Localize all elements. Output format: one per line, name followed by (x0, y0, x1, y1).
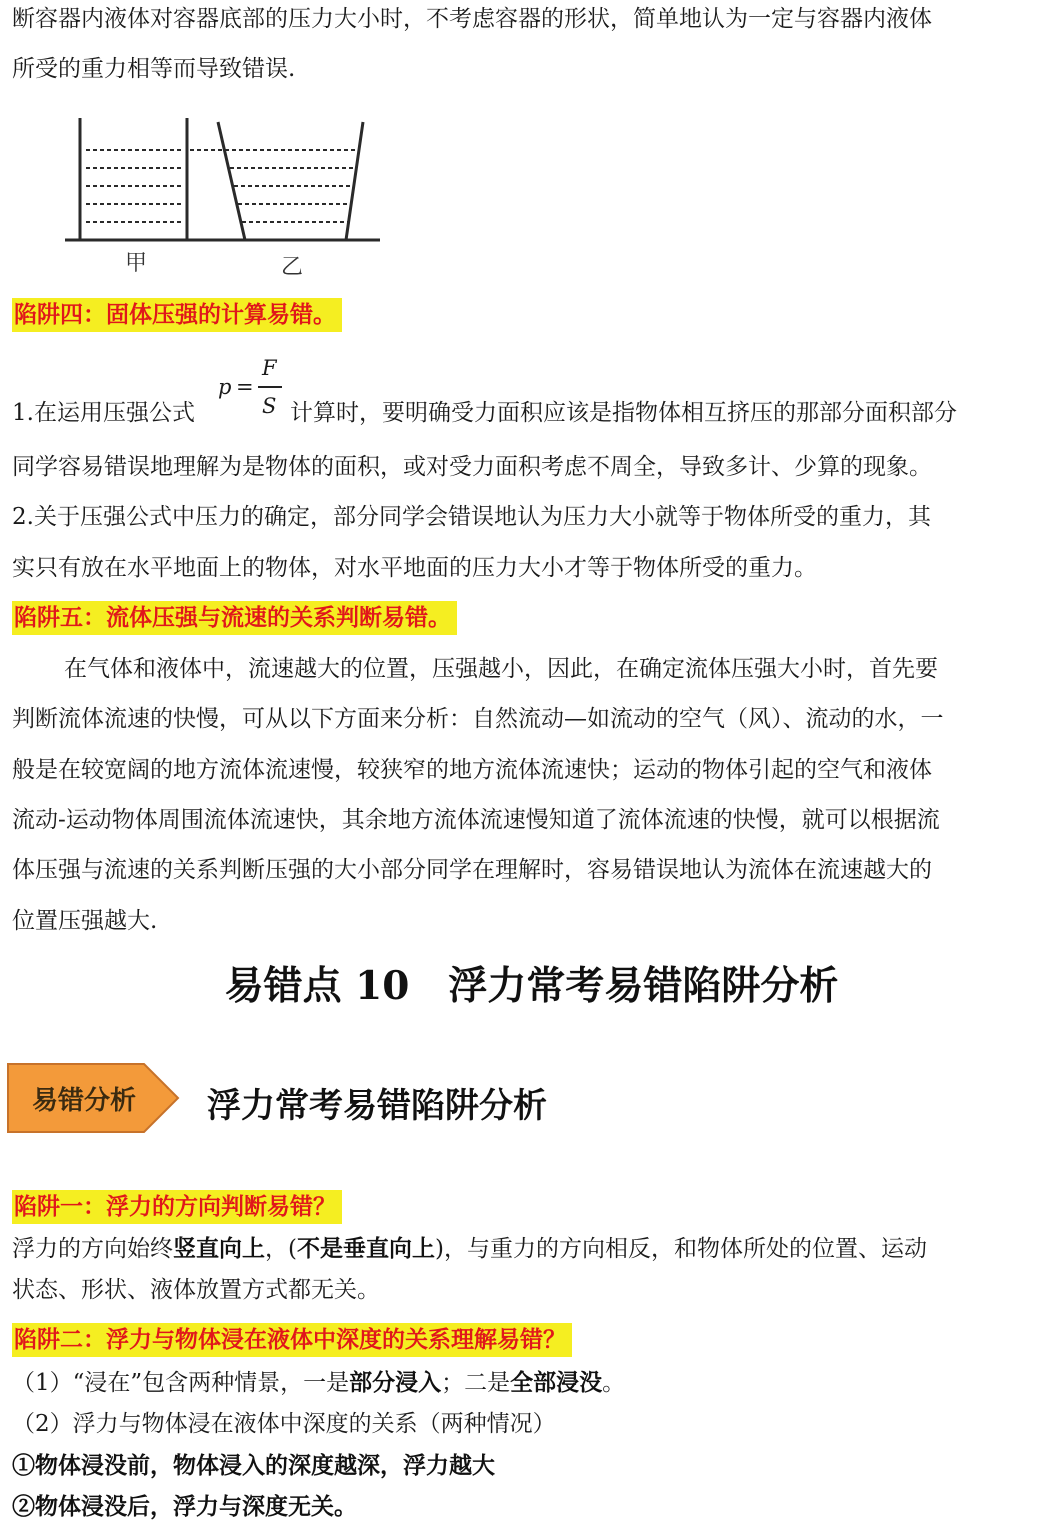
trap2-l1-e: 。 (602, 1370, 626, 1396)
intro-line-1: 断容器内液体对容器底部的压力大小时，不考虑容器的形状，简单地认为一定与容器内液体 (12, 6, 932, 32)
trap2-l1-d: 全部浸没 (510, 1369, 603, 1396)
trap4-p2-b: 实只有放在水平地面上的物体，对水平地面的压力大小才等于物体所受的重力。 (12, 555, 817, 581)
trap5-line-3: 般是在较宽阔的地方流体流速慢，较狭窄的地方流体流速快；运动的物体引起的空气和液体 (12, 757, 932, 783)
trap1-l1-d: 不是垂直向上 (296, 1235, 435, 1262)
formula-numerator: F (262, 356, 277, 380)
formula-lhs: p (218, 375, 232, 399)
trap5-line-6: 位置压强越大. (12, 908, 158, 934)
formula-denominator: S (262, 394, 277, 418)
trap4-p1-a: 1.在运用压强公式 (12, 400, 195, 426)
trap2-line-2: （2）浮力与物体浸在液体中深度的关系（两种情况） (12, 1411, 556, 1437)
trap5-line-1: 在气体和液体中，流速越大的位置，压强越小，因此，在确定流体压强大小时，首先要 (64, 656, 938, 682)
trap4-heading-line (12, 300, 342, 330)
section-title: 浮力常考易错陷阱分析 (207, 1086, 547, 1126)
trap1-l1-c: ，( (265, 1236, 297, 1262)
trap2-heading: 陷阱二：浮力与物体浸在液体中深度的关系理解易错？ (12, 1323, 572, 1357)
section-badge (6, 1058, 182, 1136)
trap1-heading-line (12, 1192, 342, 1222)
trap5-line-4: 流动-运动物体周围流体流速快，其余地方流体流速慢知道了流体流速的快慢，就可以根据流 (12, 807, 940, 833)
trap5-heading: 陷阱五：流体压强与流速的关系判断易错。 (12, 601, 457, 635)
container-figure (60, 112, 385, 287)
trap1-line-2: 状态、形状、液体放置方式都无关。 (12, 1277, 380, 1303)
trap2-line-1 (12, 1368, 625, 1398)
figure-label-jia: 甲 (124, 251, 148, 276)
formula-eq: = (236, 375, 254, 399)
formula-bar (258, 386, 282, 388)
trap1-l1-a: 浮力的方向始终 (12, 1236, 173, 1262)
trap2-heading-line (12, 1325, 572, 1355)
trap1-l1-e: )，与重力的方向相反，和物体所处的位置、运动 (434, 1236, 927, 1262)
intro-line-2: 所受的重力相等而导致错误. (12, 56, 296, 82)
trap5-line-2: 判断流体流速的快慢，可从以下方面来分析：自然流动—如流动的空气（风）、流动的水，一 (12, 706, 944, 732)
trap4-p1-b: 计算时，要明确受力面积应该是指物体相互挤压的那部分面积部分 (290, 400, 957, 426)
trap4-p2-a: 2.关于压强公式中压力的确定，部分同学会错误地认为压力大小就等于物体所受的重力，其 (12, 504, 931, 530)
trap1-heading: 陷阱一：浮力的方向判断易错？ (12, 1190, 342, 1224)
trap4-p1-c: 同学容易错误地理解为是物体的面积，或对受力面积考虑不周全，导致多计、少算的现象。 (12, 454, 932, 480)
chapter-title: 易错点 10 浮力常考易错陷阱分析 (224, 963, 839, 1009)
figure-label-yi: 乙 (280, 255, 304, 280)
trap2-l1-c: ；二是 (441, 1370, 511, 1396)
trap2-line-3: ①物体浸没前，物体浸入的深度越深，浮力越大 (12, 1452, 495, 1479)
trap2-line-4: ②物体浸没后，浮力与深度无关。 (12, 1493, 357, 1520)
trap2-l1-b: 部分浸入 (349, 1369, 442, 1396)
trap5-heading-line (12, 603, 457, 633)
section-badge-label: 易错分析 (31, 1086, 137, 1116)
trap2-l1-a: （1）“浸在”包含两种情景，一是 (12, 1370, 350, 1396)
trap1-l1-b: 竖直向上 (173, 1235, 265, 1262)
trap4-heading: 陷阱四：固体压强的计算易错。 (12, 298, 342, 332)
trap1-line-1 (12, 1234, 927, 1264)
trap5-line-5: 体压强与流速的关系判断压强的大小部分同学在理解时，容易错误地认为流体在流速越大的 (12, 857, 932, 883)
